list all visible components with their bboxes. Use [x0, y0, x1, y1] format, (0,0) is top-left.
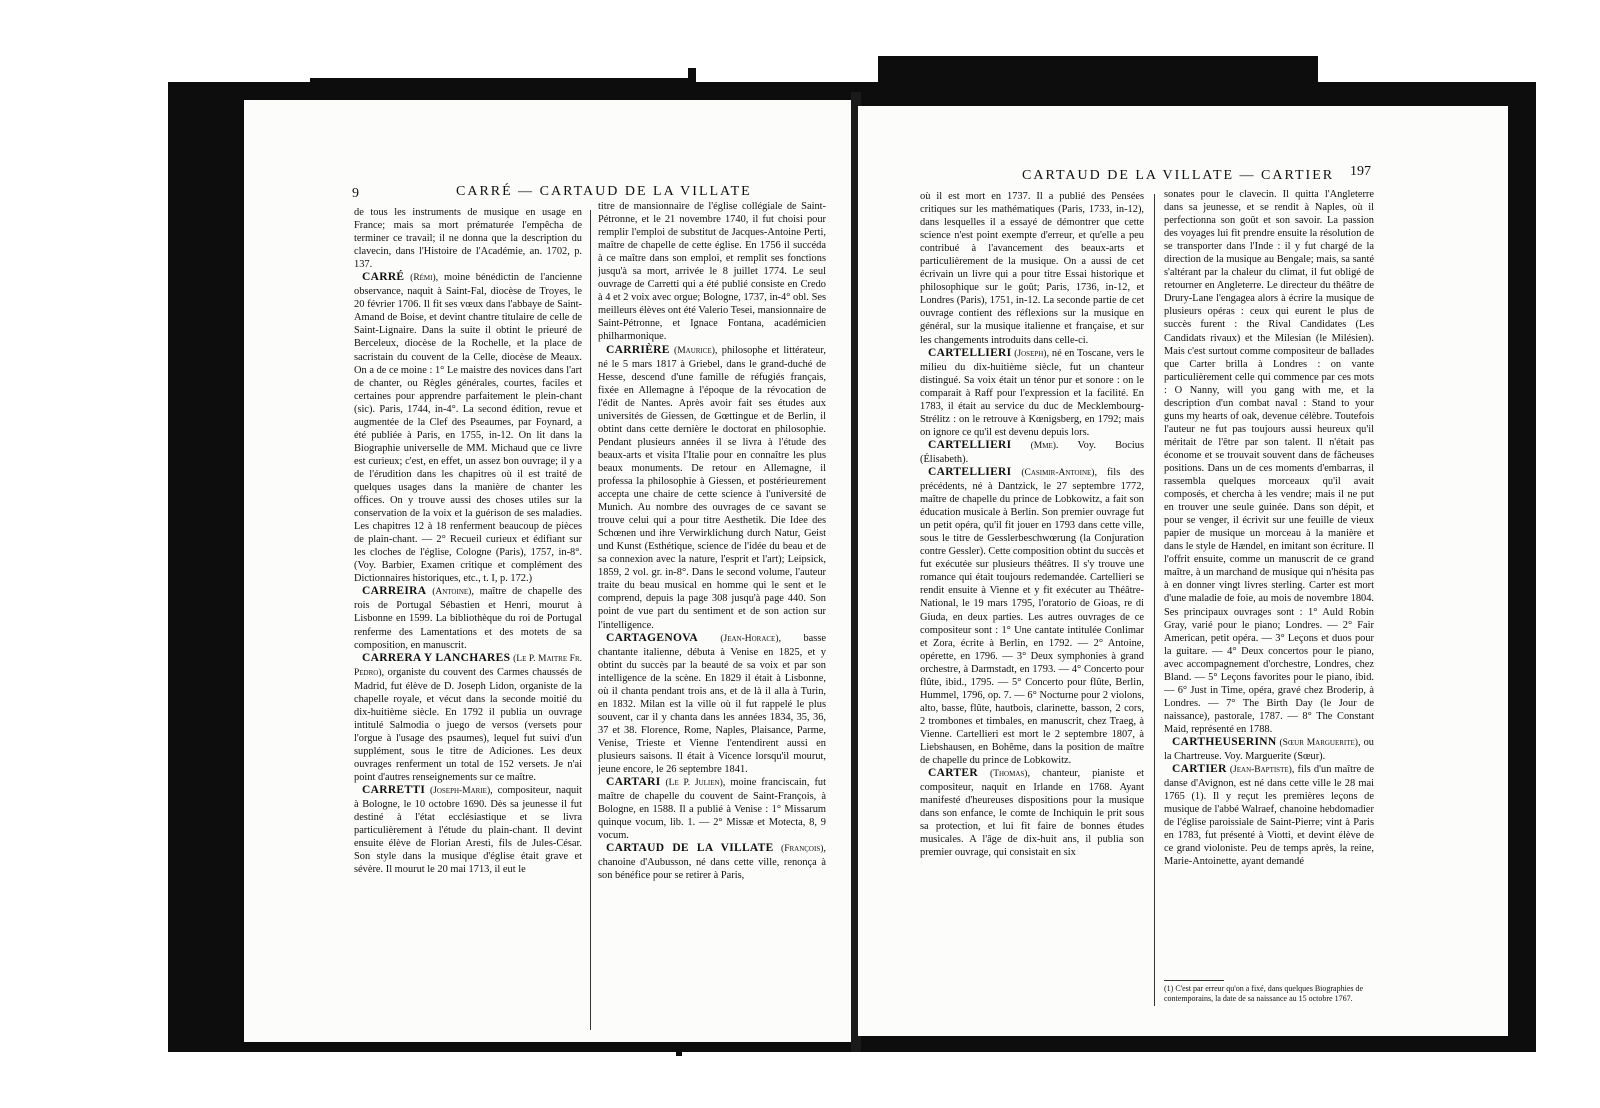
entry-carretti: CARRETTI (Joseph-Marie), compositeur, naquit à Bologne, le 10 octobre 1690. Dès sa jeunesse il fut destiné à l'état ecclésiastique et se livra particulièrement à l'étude du plain-chant. Il devint ensuite élève de Florian Aresti, fils de Jules-César. Son style dans la musique d'église était grave et sévère. Il mourut le 20 mai 1713, il eut le	[354, 784, 582, 876]
entry-cartellieri-casimir: CARTELLIERI (Casimir-Antoine), fils des précédents, né à Dantzick, le 27 septembre 1772, maître de chapelle du prince de Lobkowitz, a fait son éducation musicale à Berlin. Son premier ouvrage fut un petit opéra, qu'il fit jouer en 1793 dans cette ville, sous le titre de Gesslerbeschwœrung (la Conjuration contre Gessler). Cette composition obtint du succès et fut exécutée sur plusieurs théâtres. Il s'y trouve une romance qui était toujours redemandée. Cartellieri se rendit ensuite à Vienne et y fit exécuter au Théâtre-National, le 19 mars 1795, l'oratorio de Gioas, re di Giuda, en deux parties. Les autres ouvrages de ce compositeur sont : 1° Une cantate intitulée Conlimar et Zora, écrite à Berlin, en 1792. — 2° Antoine, opérette, en 1796. — 3° Deux symphonies à grand orchestre, à Darmstadt, en 1793. — 4° Concerto pour flûte, ibid., 1795. — 5° Concerto pour flûte, Berlin, Hummel, 1796, op. 7. — 6° Nocturne pour 2 violons, alto, basse, flûte, hautbois, clarinette, basson, 2 cors, 2 trombones et timbales, en manuscrit, chez Traeg, à Vienne. Cartellieri est mort le 2 septembre 1807, à Liebshausen, en Bohême, dans la position de maître de chapelle du prince de Lobkowitz.	[920, 465, 1144, 767]
entry-continuation-3: où il est mort en 1737. Il a publié des Pensées critiques sur les mathématiques (Paris, 1733, in-12), dans lesquelles il a essayé de démontrer que cette science n'est point exempte d'erreur, et qu'elle a peu contribué à l'avancement des beaux-arts et particulièrement de la musique. On a aussi de cet écrivain un livre qui a pour titre Essai historique et philosophique sur le goût; Paris, 1736, in-12, et Londres (Paris), 1751, in-12. La seconde partie de cet ouvrage contient des réflexions sur la musique en général, sur la musique italienne et française, et sur les changements introduits dans celle-ci.	[920, 191, 1144, 346]
left-page-number: 9	[352, 186, 359, 201]
right-page-number: 197	[1350, 164, 1371, 179]
entry-cartellieri-joseph: CARTELLIERI (Joseph), né en Toscane, vers le milieu du dix-huitième siècle, fut un chanteur distingué. Sa voix était un ténor pur et sonore : on le comparait à Raff pour l'expression et la facilité. En 1783, il était au service du duc de Mecklembourg-Strélitz : on le retrouve à Kœnigsberg, en 1792; mais on ignore ce qu'il est devenu depuis lors.	[920, 346, 1144, 438]
entry-carre: CARRÉ (Rémi), moine bénédictin de l'ancienne observance, naquit à Saint-Fal, diocèse de Troyes, le 20 février 1706. Il fit ses vœux dans l'abbaye de Saint-Amand de Boise, et devint chantre titulaire de celle de Saint-Lignaire. Dans la suite il obtint le prieuré de Berceleux, diocèse de la Rochelle, et la place de sacristain du couvent de la Celle, diocèse de Meaux. On a de ce moine : 1° Le maistre des novices dans l'art de chanter, ou Règles générales, courtes, faciles et certaines pour apprendre parfaitement le plein-chant (sic). Paris, 1744, in-4°. La second édition, revue et augmentée de la Clef des Pseaumes, par Foynard, a été publiée à Paris, en 1755, in-12. On lit dans la Biographie universelle de MM. Michaud que ce livre est curieux; c'est, en effet, un assez bon ouvrage; il y a de l'érudition dans les chapitres où il est traité de quelques usages dans la manière de chanter les offices. On y trouve aussi des choses utiles sur la conservation de la voix et la guérison de ses maladies. Les chapitres 12 à 18 renferment beaucoup de pièces de plain-chant. — 2° Recueil curieux et édifiant sur les cloches de l'église, Cologne (Paris), 1757, in-8°. (Voy. Barbier, Examen critique et complément des Dictionnaires historiques, etc., t. I, p. 172.)	[354, 271, 582, 585]
entry-cartellieri-mme: CARTELLIERI (Mme). Voy. Bocius (Élisabeth).	[920, 438, 1144, 465]
binding-mark-bottom	[676, 1040, 682, 1056]
right-column-1	[920, 190, 1144, 1020]
cover-edge-top-right	[878, 56, 1318, 96]
left-column-2	[598, 200, 826, 1036]
entry-cartaud: CARTAUD DE LA VILLATE (François), chanoine d'Aubusson, né dans cette ville, renonça à son bénéfice pour se retirer à Paris,	[598, 842, 826, 882]
left-column-rule	[590, 210, 591, 1030]
entry-cartari: CARTARI (Le P. Julien), moine franciscain, fut maître de chapelle du couvent de Saint-François, à Bologne, en 1588. Il a publié à Venise : 1° Missarum quinque vocum, lib. 1. — 2° Missæ et Motecta, 8, 9 vocum.	[598, 776, 826, 842]
left-column-1	[354, 206, 582, 1036]
bookmark-tab	[688, 68, 696, 104]
entry-continuation-2: titre de mansionnaire de l'église collégiale de Saint-Pétronne, et le 21 novembre 1740, il fut choisi pour remplir l'emploi de substitut de Jacques-Antoine Perti, maître de chapelle de cette église. En 1756 il succéda à ce maître dans son emploi, et remplit ses fonctions jusqu'à sa mort, arrivée le 8 juillet 1774. Le seul ouvrage de Carretti qui a été publié consiste en Credo à 4 et 2 voix avec orgue; Bologne, 1737, in-4° obl. Ses meilleurs élèves ont été Valerio Tesei, mansionnaire de Saint-Pétronne, et Ignace Fontana, académicien philharmonique.	[598, 201, 826, 343]
footnote: (1) C'est par erreur qu'on a fixé, dans quelques Biographies de contemporains, la date de sa naissance au 15 octobre 1767.	[1164, 984, 1364, 1003]
right-running-head: CARTAUD DE LA VILLATE — CARTIER	[1022, 168, 1335, 183]
entry-carreira: CARREIRA (Antoine), maître de chapelle des rois de Portugal Sébastien et Henri, mourut à Lisbonne en 1599. La bibliothèque du roi de Portugal renferme des Lamentations et des motets de sa composition, en manuscrit.	[354, 585, 582, 651]
entry-carriere: CARRIÈRE (Maurice), philosophe et littérateur, né le 5 mars 1817 à Griebel, dans le grand-duché de Hesse, descend d'une famille de réfugiés français, fixée en Allemagne à l'époque de la révocation de l'édit de Nantes. Après avoir fait ses études aux universités de Giessen, de Gœttingue et de Berlin, il obtint dans cette dernière le doctorat en philosophie. Pendant plusieurs années il se livra à l'étude des beaux-arts et visita l'Italie pour en connaître les plus beaux monuments. De retour en Allemagne, il professa la philosophie à Giessen, et postérieurement accepta une chaire de cette science à l'université de Munich. Au nombre des ouvrages de ce savant se trouve celui qui a pour titre Aesthetik. Die Idee des Schœnen und ihre Verwirklichung durch Natur, Geist und Kunst (Esthétique, science de l'idée du beau et de sa connexion avec la nature, l'esprit et l'art); Leipsick, 1859, 2 vol. gr. in-8°. Dans le second volume, l'auteur traite du beau musical en homme qui le sent et le comprend, depuis la page 308 jusqu'à page 440. Son point de vue part du sentiment et de son action sur l'intelligence.	[598, 343, 826, 631]
right-column-2	[1164, 188, 1374, 978]
entry-cartagenova: CARTAGENOVA (Jean-Horace), basse chantante italienne, débuta à Venise en 1825, et y obtint du succès par la beauté de sa voix et par son intelligence de la scène. En 1829 il était à Lisbonne, où il chanta pendant trois ans, et de là il alla à Turin, en 1832. Milan est la ville où il fut rappelé le plus souvent, car il y chanta dans les années 1834, 35, 36, 37 et 38. Florence, Rome, Naples, Plaisance, Parme, Venise, Trieste et Vienne l'entendirent aussi en plusieurs saisons. Il était à Vicence lorsqu'il mourut, jeune encore, le 26 septembre 1841.	[598, 631, 826, 776]
left-running-head: CARRÉ — CARTAUD DE LA VILLATE	[456, 184, 752, 199]
right-column-rule	[1154, 194, 1155, 1006]
entry-continuation: de tous les instruments de musique en usage en France; mais sa mort prématurée l'empêcha de terminer ce travail; il ne donna que la description du clavecin, dans l'Histoire de l'Académie, an. 1702, p. 137.	[354, 207, 582, 271]
cover-edge-top-left	[310, 78, 690, 96]
entry-carter: CARTER (Thomas), chanteur, pianiste et compositeur, naquit en Irlande en 1768. Ayant manifesté d'heureuses dispositions pour la musique dans son enfance, le comte de Inchiquin le prit sous sa protection, et lui fit faire de bonnes études musicales. A l'âge de dix-huit ans, il publia son premier ouvrage, qui consistait en six	[920, 767, 1144, 859]
entry-carrera: CARRERA Y LANCHARES (Le P. Maitre Fr. Pedro), organiste du couvent des Carmes chaussés de Madrid, fut élève de D. Joseph Lidon, organiste de la chapelle royale, et vécut dans la seconde moitié du dix-huitième siècle. En 1792 il publia un ouvrage intitulé Salmodia o juego de versos (versets pour l'orgue à l'usage des psaumes), lequel fut suivi d'un supplément, sous le titre de Adiciones. Les deux ouvrages renferment un total de 152 versets. Je n'ai point d'autres renseignements sur ce maître.	[354, 651, 582, 784]
entry-continuation-4: sonates pour le clavecin. Il quitta l'Angleterre dans sa jeunesse, et se rendit à Naples, où il perfectionna son goût et son savoir. La passion des voyages lui fit prendre ensuite la résolution de se transporter dans l'Inde : il y fut chargé de la direction de la musique au Bengale; mais, sa santé s'altérant par la chaleur du climat, il fut obligé de retourner en Angleterre. Le directeur du théâtre de Drury-Lane l'engagea alors à écrire la musique de plusieurs opéras : ceux qui eurent le plus de succès furent : the Rival Candidates (Les Candidats rivaux) et the Milesian (le Milésien). Mais c'est surtout comme compositeur de ballades que Carter brilla à Londres : on vante particulièrement celle qui commence par ces mots : O Nanny, will you gang with me, et la description d'un combat naval : Stand to your guns my hearts of oak, devenue célèbre. Toutefois l'auteur ne fut pas toujours aussi heureux qu'il méritait de l'être par son talent. Il n'était pas économe et se trouvait souvent dans de fâcheuses positions. Dans un de ces moments d'embarras, il rassembla quelques morceaux qu'il avait composés, et chercha à les vendre; mais il ne put en trouver une seule guinée. Dans son dépit, et pour se venger, il écrivit sur une feuille de vieux papier de musique un morceau à la manière et dans le style de Hændel, en imitant son écriture. Il l'offrit ensuite, comme un manuscrit de ce grand maître, à un marchand de musique qui n'hésita pas à en donner vingt livres sterling. Carter est mort d'une maladie de foie, au mois de novembre 1804. Ses principaux ouvrages sont : 1° Auld Robin Gray, varié pour le piano; Londres. — 2° Fair American, petit opéra. — 3° Leçons et duos pour la guitare. — 4° Deux concertos pour le piano, avec accompagnement d'orchestre, Londres, chez Bland. — 5° Leçons favorites pour le piano, ibid. — 6° Just in Time, opéra, gravé chez Broderip, à Londres. — 7° The Birth Day (le Jour de naissance), pastorale, 1787. — 8° The Constant Maid, représenté en 1788.	[1164, 189, 1374, 735]
entry-cartier: CARTIER (Jean-Baptiste), fils d'un maître de danse d'Avignon, est né dans cette ville le 28 mai 1765 (1). Il y reçut les premières leçons de musique de l'abbé Walraef, chanoine hebdomadier de l'église paroissiale de Saint-Pierre; vint à Paris en 1783, fut présenté à Viotti, et devint élève de ce grand violoniste. Peu de temps après, la reine, Marie-Antoinette, ayant demandé	[1164, 763, 1374, 868]
right-page	[858, 106, 1508, 1036]
left-page	[244, 100, 854, 1042]
entry-cartheuserinn: CARTHEUSERINN (Sœur Marguerite), ou la Chartreuse. Voy. Marguerite (Sœur).	[1164, 735, 1374, 763]
footnote-rule	[1164, 980, 1224, 981]
